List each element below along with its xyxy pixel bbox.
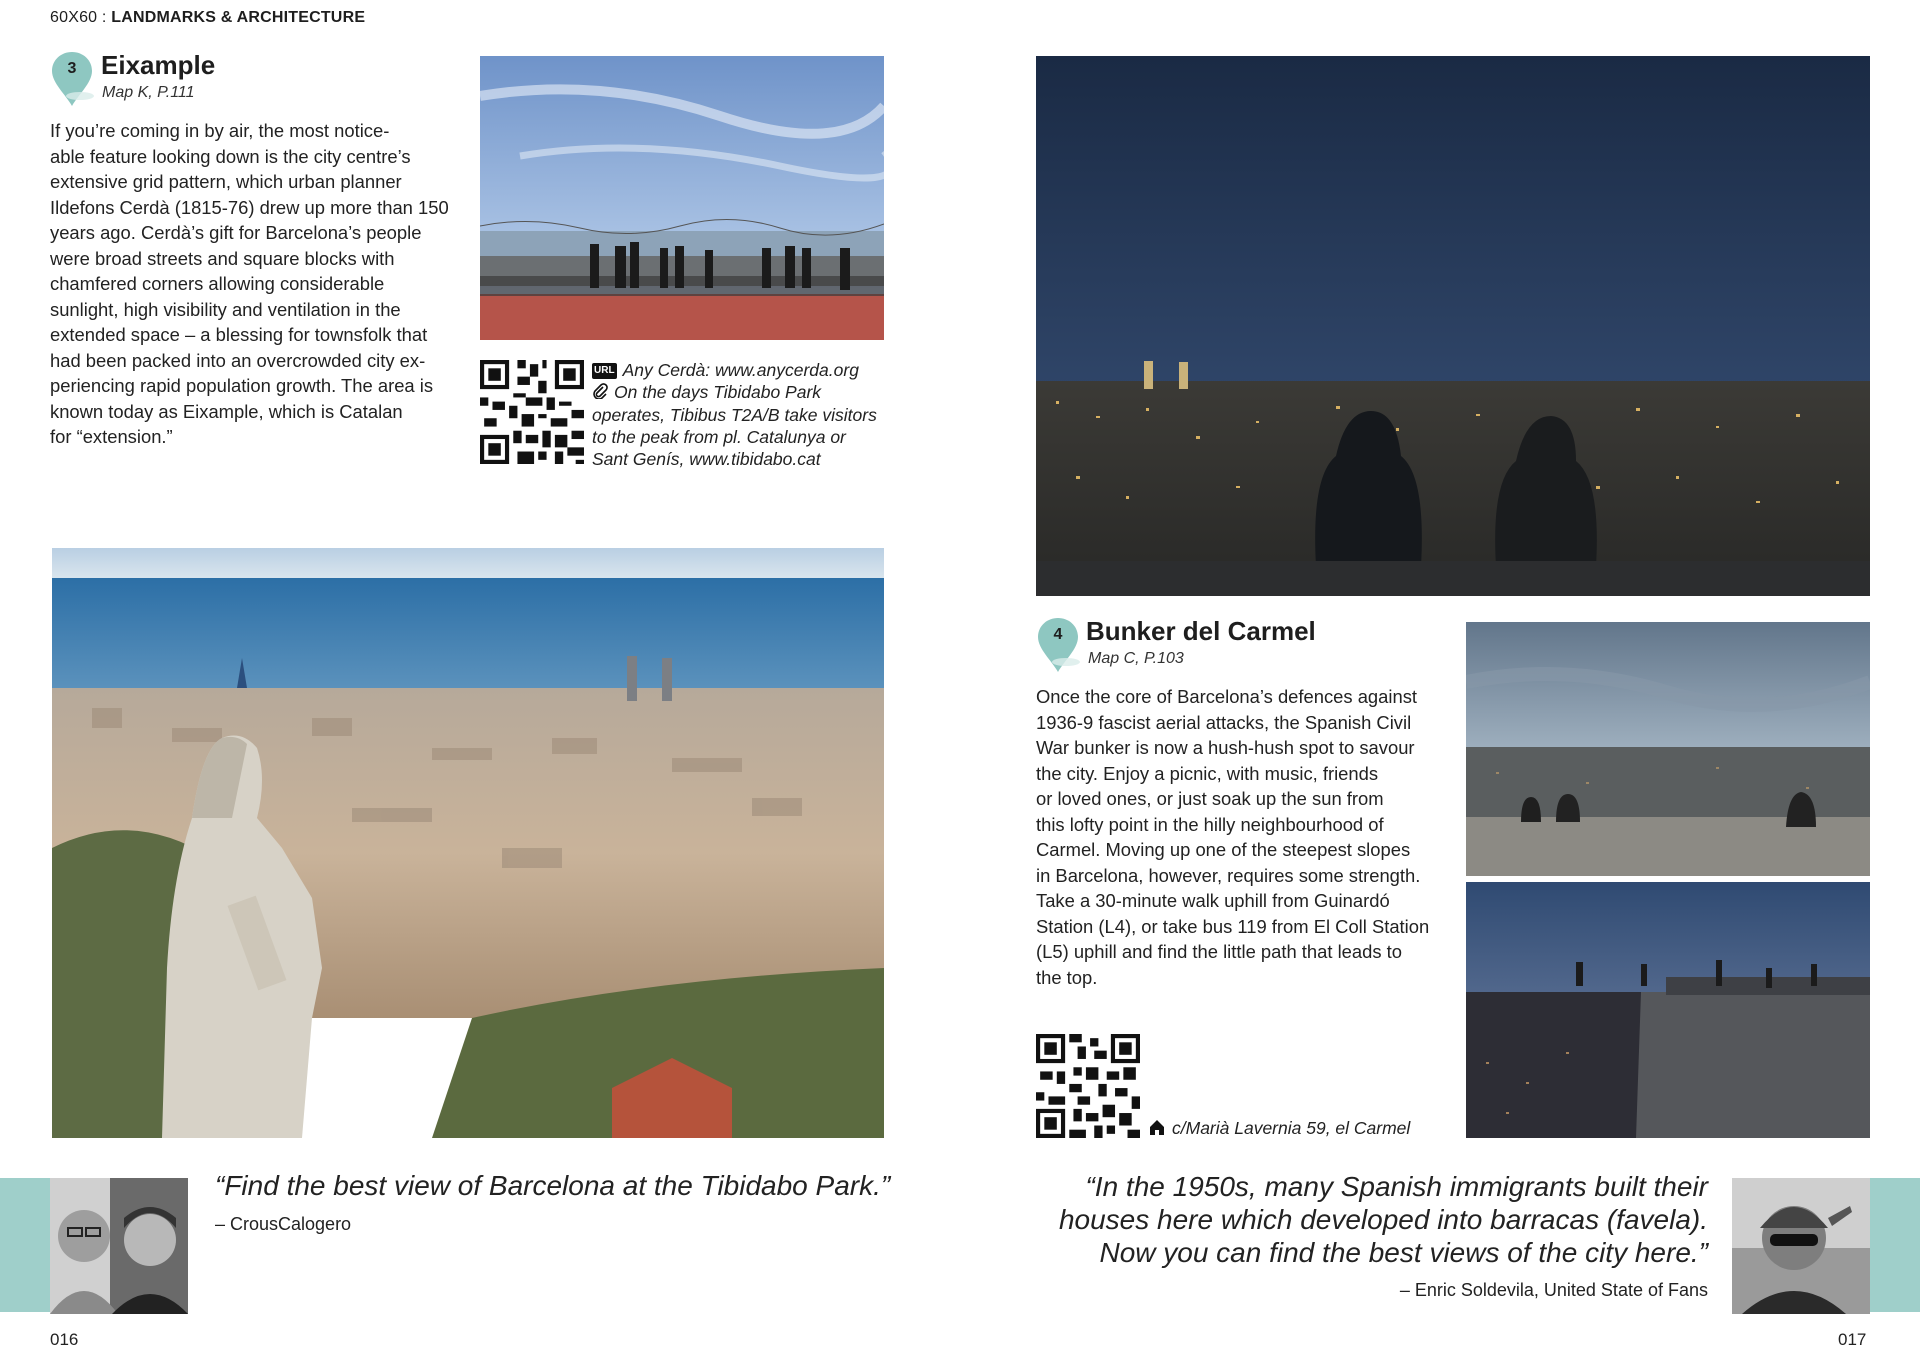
body-line: extended space – a blessing for townsfolk that: [50, 324, 428, 345]
address-line: [1148, 1117, 1448, 1141]
home-icon: [1148, 1118, 1166, 1141]
body-line: (L5) uphill and find the little path that leads to: [1036, 941, 1403, 962]
entry-title: Eixample: [101, 50, 216, 80]
body-line: periencing rapid population growth. The area is: [50, 375, 434, 396]
qr-code: [480, 360, 584, 464]
body-line: were broad streets and square blocks with: [50, 247, 395, 269]
body-line: Take a 30-minute walk uphill from Guinardó: [1036, 890, 1390, 911]
body-line: Station (L4), or take bus 119 from El Coll Station: [1036, 915, 1430, 937]
info-line: to the peak from pl. Catalunya or: [592, 427, 846, 448]
entry-title: Bunker del Carmel: [1086, 616, 1316, 646]
photo-bunker-sunset: [1466, 882, 1870, 1138]
address-text: c/Marià Lavernia 59, el Carmel: [1172, 1118, 1411, 1138]
entry-address: [1148, 1117, 1448, 1141]
map-pin-icon: [50, 50, 94, 108]
entry-info: [592, 359, 892, 470]
body-line: 1936-9 fascist aerial attacks, the Spanish Civil: [1036, 711, 1412, 733]
map-reference: Map C, P.103: [1088, 650, 1184, 667]
quote-line: “In the 1950s, many Spanish immigrants built their: [1085, 1171, 1708, 1202]
info-transport-line: [592, 381, 892, 404]
info-url-line: [592, 359, 892, 381]
photo-tibidabo-viewpoint: [480, 56, 884, 340]
body-line: chamfered corners allowing considerable: [50, 273, 385, 294]
body-line: War bunker is now a hush-hush spot to savour: [1036, 737, 1415, 758]
series-label: 60X60 :: [50, 9, 107, 26]
info-line: On the days Tibidabo Park: [614, 382, 822, 402]
entry-number-pin: [50, 50, 94, 108]
paperclip-icon: [592, 382, 608, 404]
body-line: for “extension.”: [50, 426, 173, 447]
photo-bunker-dusk: [1466, 622, 1870, 876]
body-line: this lofty point in the hilly neighbourhood of: [1036, 813, 1384, 835]
body-line: the top.: [1036, 966, 1098, 988]
page-number-right: 017: [1838, 1330, 1867, 1349]
body-line: years ago. Cerdà’s gift for Barcelona’s people: [50, 222, 422, 243]
quote-right-attribution: – Enric Soldevila, United State of Fans: [1399, 1280, 1708, 1300]
photo-barcelona-from-tibidabo: [52, 548, 884, 1138]
body-line: able feature looking down is the city centre’s: [50, 145, 411, 167]
body-line: extensive grid pattern, which urban planner: [50, 171, 402, 192]
body-line: If you’re coming in by air, the most notice-: [50, 120, 390, 141]
page-number-left: 016: [50, 1330, 79, 1349]
running-header: [50, 9, 365, 27]
body-line: had been packed into an overcrowded city ex-: [50, 349, 426, 371]
quote-left-attribution: – CrousCalogero: [215, 1214, 352, 1234]
quote-band-right: [1870, 1178, 1920, 1312]
qr-code-icon: [480, 360, 584, 464]
quote-band-left: [0, 1178, 52, 1312]
info-line: Any Cerdà: www.anycerda.org: [622, 360, 859, 380]
quote-line: Now you can find the best views of the city here.”: [1099, 1237, 1708, 1268]
info-line: Sant Genís, www.tibidabo.cat: [592, 449, 821, 470]
body-line: the city. Enjoy a picnic, with music, friends: [1036, 762, 1379, 784]
map-pin-icon: [1036, 616, 1080, 674]
qr-code-icon: [1036, 1034, 1140, 1138]
entry-number: 4: [1053, 626, 1063, 643]
body-line: sunlight, high visibility and ventilation in the: [50, 298, 401, 320]
info-line: operates, Tibibus T2A/B take visitors: [592, 405, 877, 426]
qr-code: [1036, 1034, 1140, 1138]
quote-right: [1030, 1170, 1708, 1269]
body-line: known today as Eixample, which is Catalan: [50, 400, 403, 422]
avatar-left: [50, 1178, 188, 1314]
body-line: or loved ones, or just soak up the sun from: [1036, 788, 1384, 809]
url-icon: URL: [592, 363, 617, 379]
quote-left: “Find the best view of Barcelona at the Tibidabo Park.”: [215, 1170, 891, 1201]
photo-night-view-bunkers: [1036, 56, 1870, 596]
body-line: Carmel. Moving up one of the steepest slopes: [1036, 839, 1411, 860]
body-line: Ildefons Cerdà (1815-76) drew up more than 150: [50, 196, 449, 218]
entry-body: [1036, 684, 1456, 990]
section-label: LANDMARKS & ARCHITECTURE: [111, 9, 366, 26]
entry-number-pin: [1036, 616, 1080, 674]
avatar-right: [1732, 1178, 1870, 1314]
map-reference: Map K, P.111: [102, 84, 195, 101]
entry-body: [50, 118, 460, 450]
body-line: Once the core of Barcelona’s defences against: [1036, 686, 1417, 707]
entry-number: 3: [67, 60, 77, 77]
body-line: in Barcelona, however, requires some strength.: [1036, 864, 1421, 886]
quote-line: houses here which developed into barracas (favela).: [1058, 1204, 1708, 1235]
